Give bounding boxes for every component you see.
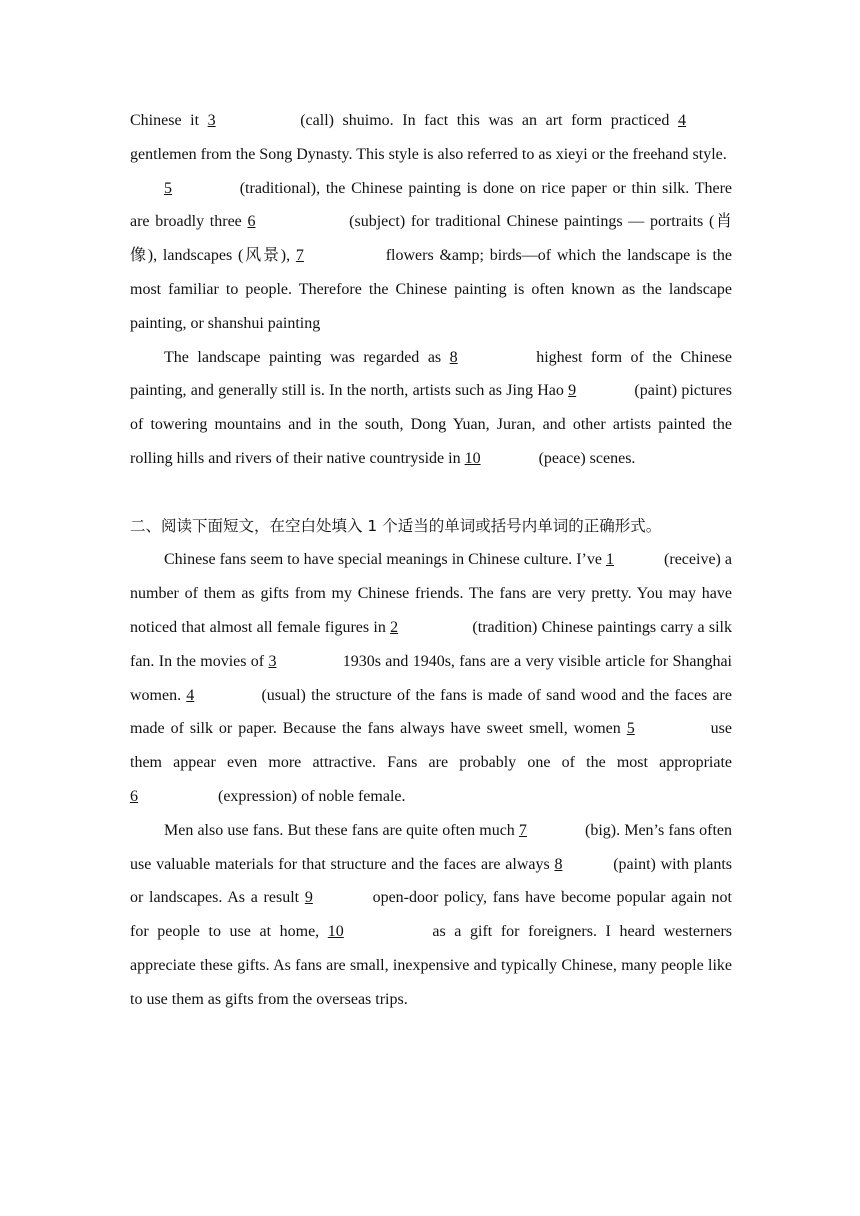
passage2-paragraph-2 <box>130 814 732 1017</box>
text: flowers &amp; birds—of which the landscape is the most familiar to people. Therefore the Chinese painting is often known as the landscape painting, or shanshui painting <box>130 247 732 332</box>
blank-8[interactable]: 8 <box>554 855 563 873</box>
section-spacer <box>130 476 732 510</box>
blank-2[interactable]: 2 <box>390 618 399 636</box>
blank-5[interactable]: 5 <box>626 720 635 738</box>
text: Men also use fans. But these fans are quite often much <box>164 821 519 839</box>
blank-7[interactable]: 7 <box>518 821 527 839</box>
blank-10[interactable]: 10 <box>464 449 481 467</box>
blank-6[interactable]: 6 <box>247 213 256 231</box>
text: 1930s and 1940s, fans are a very visible article for Shanghai women. <box>130 652 733 704</box>
text: (tradition) Chinese paintings carry a silk fan. In the movies of <box>130 618 733 670</box>
text: use them appear even more attractive. Fans are probably one of the most appropriate <box>130 720 733 772</box>
text: (big). Men’s fans often use valuable materials for that structure and the faces are always <box>130 821 732 873</box>
text: Chinese fans seem to have special meanings in Chinese culture. I’ve <box>164 551 606 569</box>
text: (receive) a number of them as gifts from my Chinese friends. The fans are very pretty. You may have noticed that almost all female figures in <box>130 551 733 636</box>
blank-7[interactable]: 7 <box>295 247 304 265</box>
passage1-paragraph-1 <box>130 104 732 172</box>
passage1-paragraph-2 <box>130 172 732 341</box>
passage2-paragraph-1 <box>130 543 732 813</box>
blank-1[interactable]: 1 <box>606 551 614 569</box>
blank-4[interactable]: 4 <box>678 112 687 129</box>
blank-3[interactable]: 3 <box>207 112 216 129</box>
document-page <box>130 104 732 1017</box>
text: (traditional), the Chinese painting is done on rice paper or thin silk. There are broadly three <box>130 179 732 231</box>
blank-3[interactable]: 3 <box>268 652 277 670</box>
blank-8[interactable]: 8 <box>449 348 458 366</box>
text: (paint) pictures of towering mountains and in the south, Dong Yuan, Juran, and other artists painted the rolling hills and rivers of their native countryside in <box>130 382 733 467</box>
text: Chinese it <box>130 112 208 129</box>
text: (call) shuimo. In fact this was an art form practiced <box>291 112 679 129</box>
blank-4[interactable]: 4 <box>186 686 195 704</box>
text: (paint) with plants or landscapes. As a result <box>130 855 732 907</box>
section-heading: 二、阅读下面短文，在空白处填入 1 个适当的单词或括号内单词的正确形式。 <box>130 516 662 535</box>
blank-9[interactable]: 9 <box>568 382 577 400</box>
text: (expression) of noble female. <box>214 787 406 805</box>
text: highest form of the Chinese painting, and generally still is. In the north, artists such as Jing Hao <box>130 348 732 400</box>
text: as a gift for foreigners. I heard westerners appreciate these gifts. As fans are small, inexpensive and typically Chinese, many people like to use them as gifts from the overseas trips. <box>130 923 733 1008</box>
blank-5[interactable]: 5 <box>164 179 172 197</box>
blank-10[interactable]: 10 <box>327 923 344 941</box>
text: open-door policy, fans have become popular again not for people to use at home, <box>130 889 732 941</box>
blank-6[interactable]: 6 <box>130 787 138 805</box>
text: gentlemen from the Song Dynasty. This style is also referred to as xieyi or the freehand style. <box>130 145 727 163</box>
text: (subject) for traditional Chinese paintings — portraits (肖像), landscapes (风景), <box>130 213 732 265</box>
text: (peace) scenes. <box>534 449 636 467</box>
passage1-paragraph-3 <box>130 341 732 476</box>
text: The landscape painting was regarded as <box>164 348 450 366</box>
text: (usual) the structure of the fans is made of sand wood and the faces are made of silk or paper. Because the fans always have sweet smell, women <box>130 686 732 738</box>
blank-9[interactable]: 9 <box>304 889 313 907</box>
